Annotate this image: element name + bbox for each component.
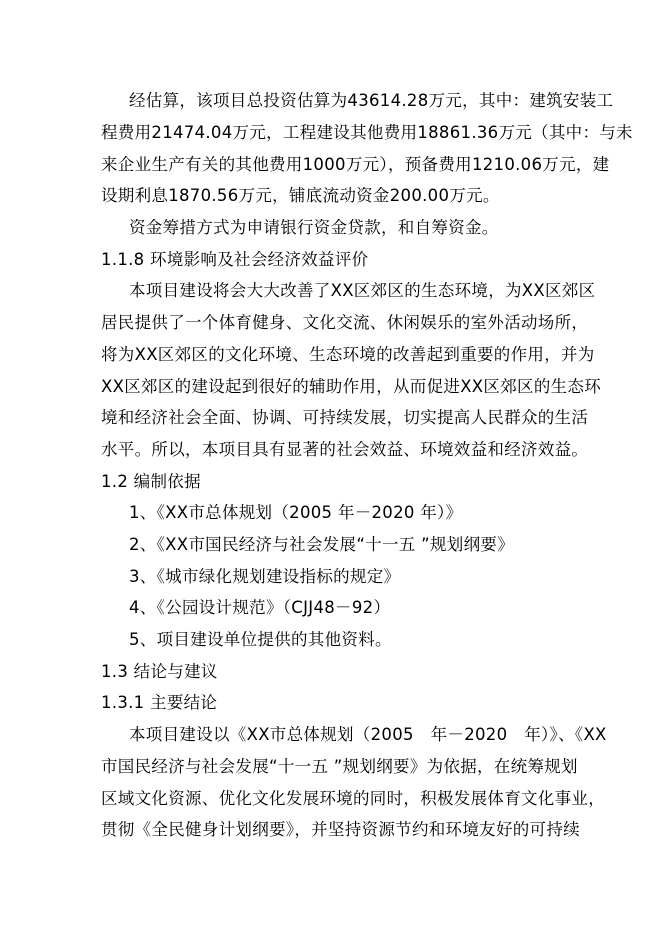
conclusion-line-1: 本项目建设以《XX市总体规划（2005 年－2020 年）》、《XX — [129, 725, 607, 744]
environment-line-4: XX区郊区的建设起到很好的辅助作用，从而促进XX区郊区的生态环 — [101, 377, 602, 396]
basis-item-3: 3、《城市绿化规划建设指标的规定》 — [129, 567, 401, 586]
basis-item-5: 5、项目建设单位提供的其他资料。 — [129, 630, 392, 649]
section-heading-1-1-8: 1.1.8 环境影响及社会经济效益评价 — [101, 250, 369, 269]
environment-line-3: 将为XX区郊区的文化环境、生态环境的改善起到重要的作用，并为 — [101, 345, 595, 364]
section-heading-1-3-1: 1.3.1 主要结论 — [101, 693, 218, 712]
basis-item-4: 4、《公园设计规范》（CJJ48－92） — [129, 598, 391, 617]
environment-line-1: 本项目建设将会大大改善了XX区郊区的生态环境，为XX区郊区 — [129, 281, 596, 300]
section-heading-1-3: 1.3 结论与建议 — [101, 662, 218, 681]
basis-item-1: 1、《XX市总体规划（2005 年－2020 年）》 — [129, 503, 463, 522]
environment-line-5: 境和经济社会全面、协调、可持续发展，切实提高人民群众的生活 — [101, 408, 589, 427]
environment-line-2: 居民提供了一个体育健身、文化交流、休闲娱乐的室外活动场所， — [101, 313, 589, 332]
conclusion-line-3: 区域文化资源、优化文化发展环境的同时，积极发展体育文化事业， — [101, 789, 605, 808]
estimate-line-4: 设期利息1870.56万元，铺底流动资金200.00万元。 — [101, 186, 500, 205]
environment-line-6: 水平。所以，本项目具有显著的社会效益、环境效益和经济效益。 — [101, 440, 589, 459]
funding-paragraph: 资金筹措方式为申请银行资金贷款，和自筹资金。 — [129, 218, 499, 237]
estimate-line-1: 经估算，该项目总投资估算为43614.28万元，其中：建筑安装工 — [129, 91, 614, 110]
conclusion-line-2: 市国民经济与社会发展“十一五 ”规划纲要》为依据，在统筹规划 — [101, 757, 578, 776]
conclusion-line-4: 贯彻《全民健身计划纲要》，并坚持资源节约和环境友好的可持续 — [101, 820, 580, 839]
estimate-line-3: 来企业生产有关的其他费用1000万元），预备费用1210.06万元，建 — [101, 155, 610, 174]
estimate-line-2: 程费用21474.04万元，工程建设其他费用18861.36万元（其中：与未 — [101, 123, 633, 142]
basis-item-2: 2、《XX市国民经济与社会发展“十一五 ”规划纲要》 — [129, 535, 514, 554]
section-heading-1-2: 1.2 编制依据 — [101, 472, 201, 491]
